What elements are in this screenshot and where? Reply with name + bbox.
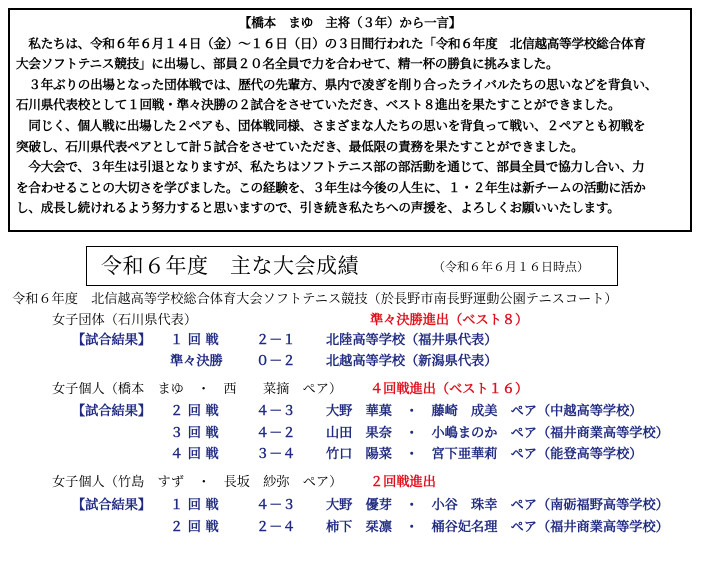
singles1-heading: 女子個人（橋本 まゆ ・ 西 菜摘 ペア） [52, 382, 343, 397]
tournament-name: 令和６年度 北信越高等学校総合体育大会ソフトテニス競技（於長野市南長野運動公園テニスコート） [12, 292, 618, 307]
match-opponent: 大野 優芽 ・ 小谷 珠幸 ペア（南砺福野高等学校） [326, 498, 669, 513]
match-score: ２－１ [256, 333, 296, 348]
match-score: ２－４ [256, 520, 296, 535]
results-as-of: （令和６年６月１６日時点） [433, 260, 590, 274]
message-line: ３年ぶりの出場となった団体戦では、歴代の先輩方、県内で凌ぎを削り合ったライバルたちの思いなどを背負い、 [16, 76, 658, 92]
match-score: ３－４ [256, 447, 296, 462]
message-line: 同じく、個人戦に出場した２ペアも、団体戦同様、さまざまな人たちの思いを背負って戦い、２ペアとも初戦を [16, 117, 646, 133]
message-header: 【橋本 まゆ 主将（３年）から一言】 [238, 15, 462, 30]
match-opponent: 山田 果奈 ・ 小嶋まのか ペア（福井商業高等学校） [326, 426, 669, 441]
result-label: 【試合結果】 [72, 404, 152, 419]
match-opponent: 北陸高等学校（福井県代表） [326, 333, 498, 348]
singles1-outcome: ４回戦進出（ベスト１６） [370, 382, 529, 397]
match-score: ０－２ [256, 354, 296, 369]
message-line: 私たちは、令和６年６月１４日（金）～１６日（日）の３日間行われた「令和６年度 北信越高等学校総合体育 [16, 35, 646, 51]
message-line: 突破し、石川県代表ペアとして計５試合をさせていただき、最低限の責務を果たすことができました。 [16, 138, 584, 154]
results-title: 令和６年度 主な大会成績 [101, 254, 359, 278]
match-round: ３ 回 戦 [170, 426, 219, 441]
message-line: を合わせることの大切さを学びました。この経験を、３年生は今後の人生に、１・２年生は新チームの活動に活か [16, 179, 646, 195]
message-line: し、成長し続けれるよう努力すると思いますので、引き続き私たちへの声援を、よろしくお願いいたします。 [16, 200, 620, 216]
message-line: 今大会で、３年生は引退となりますが、私たちはソフトテニス部の部活動を通じて、部員全員で協力し合い、力 [16, 159, 645, 175]
match-round: ４ 回 戦 [170, 447, 219, 462]
match-round: 準々決勝 [170, 354, 223, 369]
match-round: １ 回 戦 [170, 498, 219, 513]
match-round: １ 回 戦 [170, 333, 219, 348]
match-round: ２ 回 戦 [170, 520, 219, 535]
team-heading: 女子団体（石川県代表） [52, 313, 198, 328]
match-score: ４－２ [256, 426, 296, 441]
captain-message-box [8, 8, 692, 232]
message-line: 大会ソフトテニス競技」に出場し、部員２０名全員で力を合わせて、精一杯の勝負に挑みました。 [16, 56, 559, 72]
match-opponent: 竹口 陽菜 ・ 宮下亜華莉 ペア（能登高等学校） [326, 447, 643, 462]
team-outcome: 準々決勝進出（ベスト８） [370, 313, 529, 328]
match-round: ２ 回 戦 [170, 404, 219, 419]
match-opponent: 大野 華菓 ・ 藤崎 成美 ペア（中越高等学校） [326, 404, 643, 419]
match-score: ４－３ [256, 404, 296, 419]
singles2-outcome: ２回戦進出 [370, 475, 436, 490]
result-label: 【試合結果】 [72, 498, 152, 513]
message-line: 石川県代表校として１回戦・準々決勝の２試合をさせていただき、ベスト８進出を果たすことができました。 [16, 97, 621, 113]
match-opponent: 北越高等学校（新潟県代表） [326, 354, 498, 369]
match-opponent: 柿下 栞凛 ・ 桶谷妃名理 ペア（福井商業高等学校） [326, 520, 669, 535]
result-label: 【試合結果】 [72, 333, 152, 348]
results-title-box [86, 246, 618, 286]
match-score: ４－３ [256, 498, 296, 513]
singles2-heading: 女子個人（竹島 すず ・ 長坂 紗弥 ペア） [52, 475, 343, 490]
